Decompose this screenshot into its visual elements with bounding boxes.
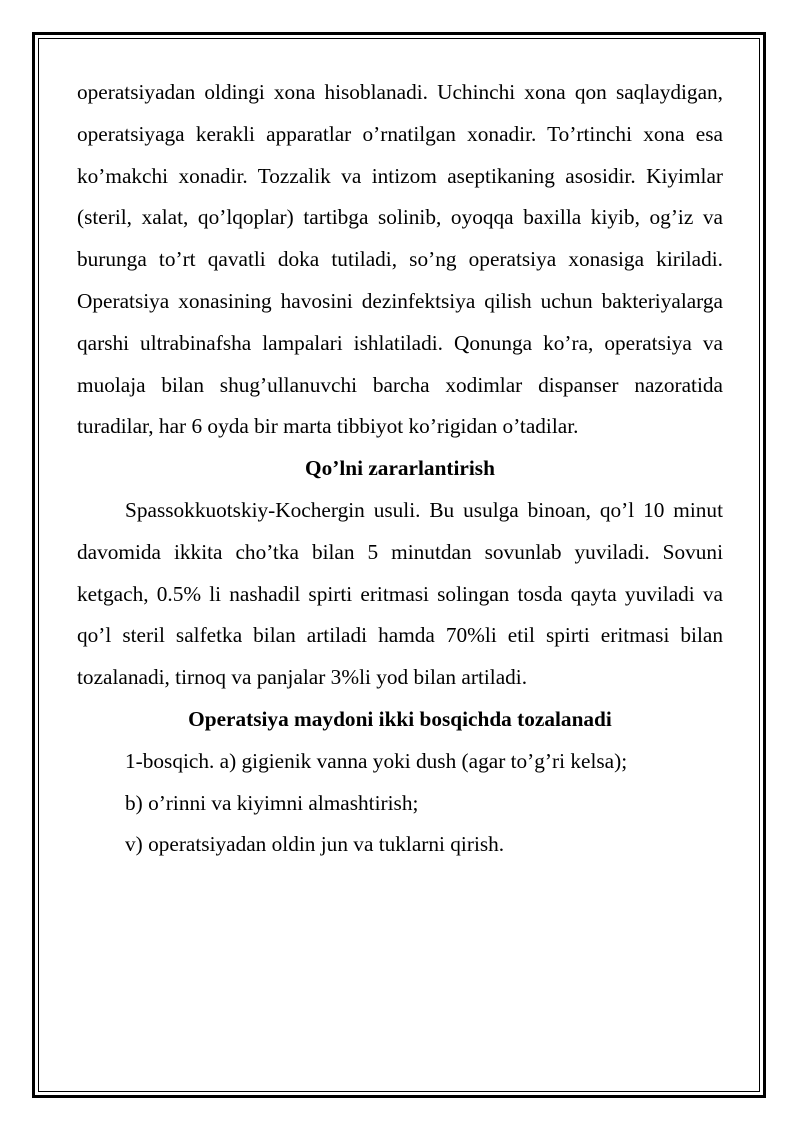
list-item-stage-1v: v) operatsiyadan oldin jun va tuklarni qirish. (125, 832, 505, 857)
page-content (77, 72, 723, 866)
paragraph-operating-rooms: operatsiyadan oldingi xona hisoblanadi. Uchinchi xona qon saqlaydigan, operatsiyaga kerakli apparatlar o’rnatilgan xonadir. To’rtinchi xona esa ko’makchi xonadir. Tozzalik va intizom aseptikaning asosidir. Kiyimlar (steril, xalat, qo’lqoplar) tartibga solinib, oyoqqa baxilla kiyib, og’iz va burunga to’rt qavatli doka tutiladi, so’ng operatsiya xonasiga kiriladi. Operatsiya xonasining havosini dezinfektsiya qilish uchun bakteriyalarga qarshi ultrabinafsha lampalari ishlatiladi. Qonunga ko’ra, operatsiya va muolaja bilan shug’ullanuvchi barcha xodimlar dispanser nazoratida turadilar, har 6 oyda bir marta tibbiyot ko’rigidan o’tadilar. (77, 80, 723, 439)
heading-hand-disinfection: Qo’lni zararlantirish (305, 456, 495, 481)
heading-operative-field: Operatsiya maydoni ikki bosqichda tozalanadi (188, 706, 612, 731)
paragraph-spassokukotsky-method: Spassokkuotskiy-Kochergin usuli. Bu usulga binoan, qo’l 10 minut davomida ikkita cho’tka bilan 5 minutdan sovunlab yuviladi. Sovuni ketgach, 0.5% li nashadil spirti eritmasi solingan tosda qayta yuviladi va qo’l steril salfetka bilan artiladi hamda 70%li etil spirti eritmasi bilan tozalanadi, tirnoq va panjalar 3%li yod bilan artiladi. (77, 497, 723, 690)
list-item-stage-1b: b) o’rinni va kiyimni almashtirish; (125, 790, 419, 815)
list-item-stage-1a: 1-bosqich. a) gigienik vanna yoki dush (agar to’g’ri kelsa); (125, 748, 628, 773)
